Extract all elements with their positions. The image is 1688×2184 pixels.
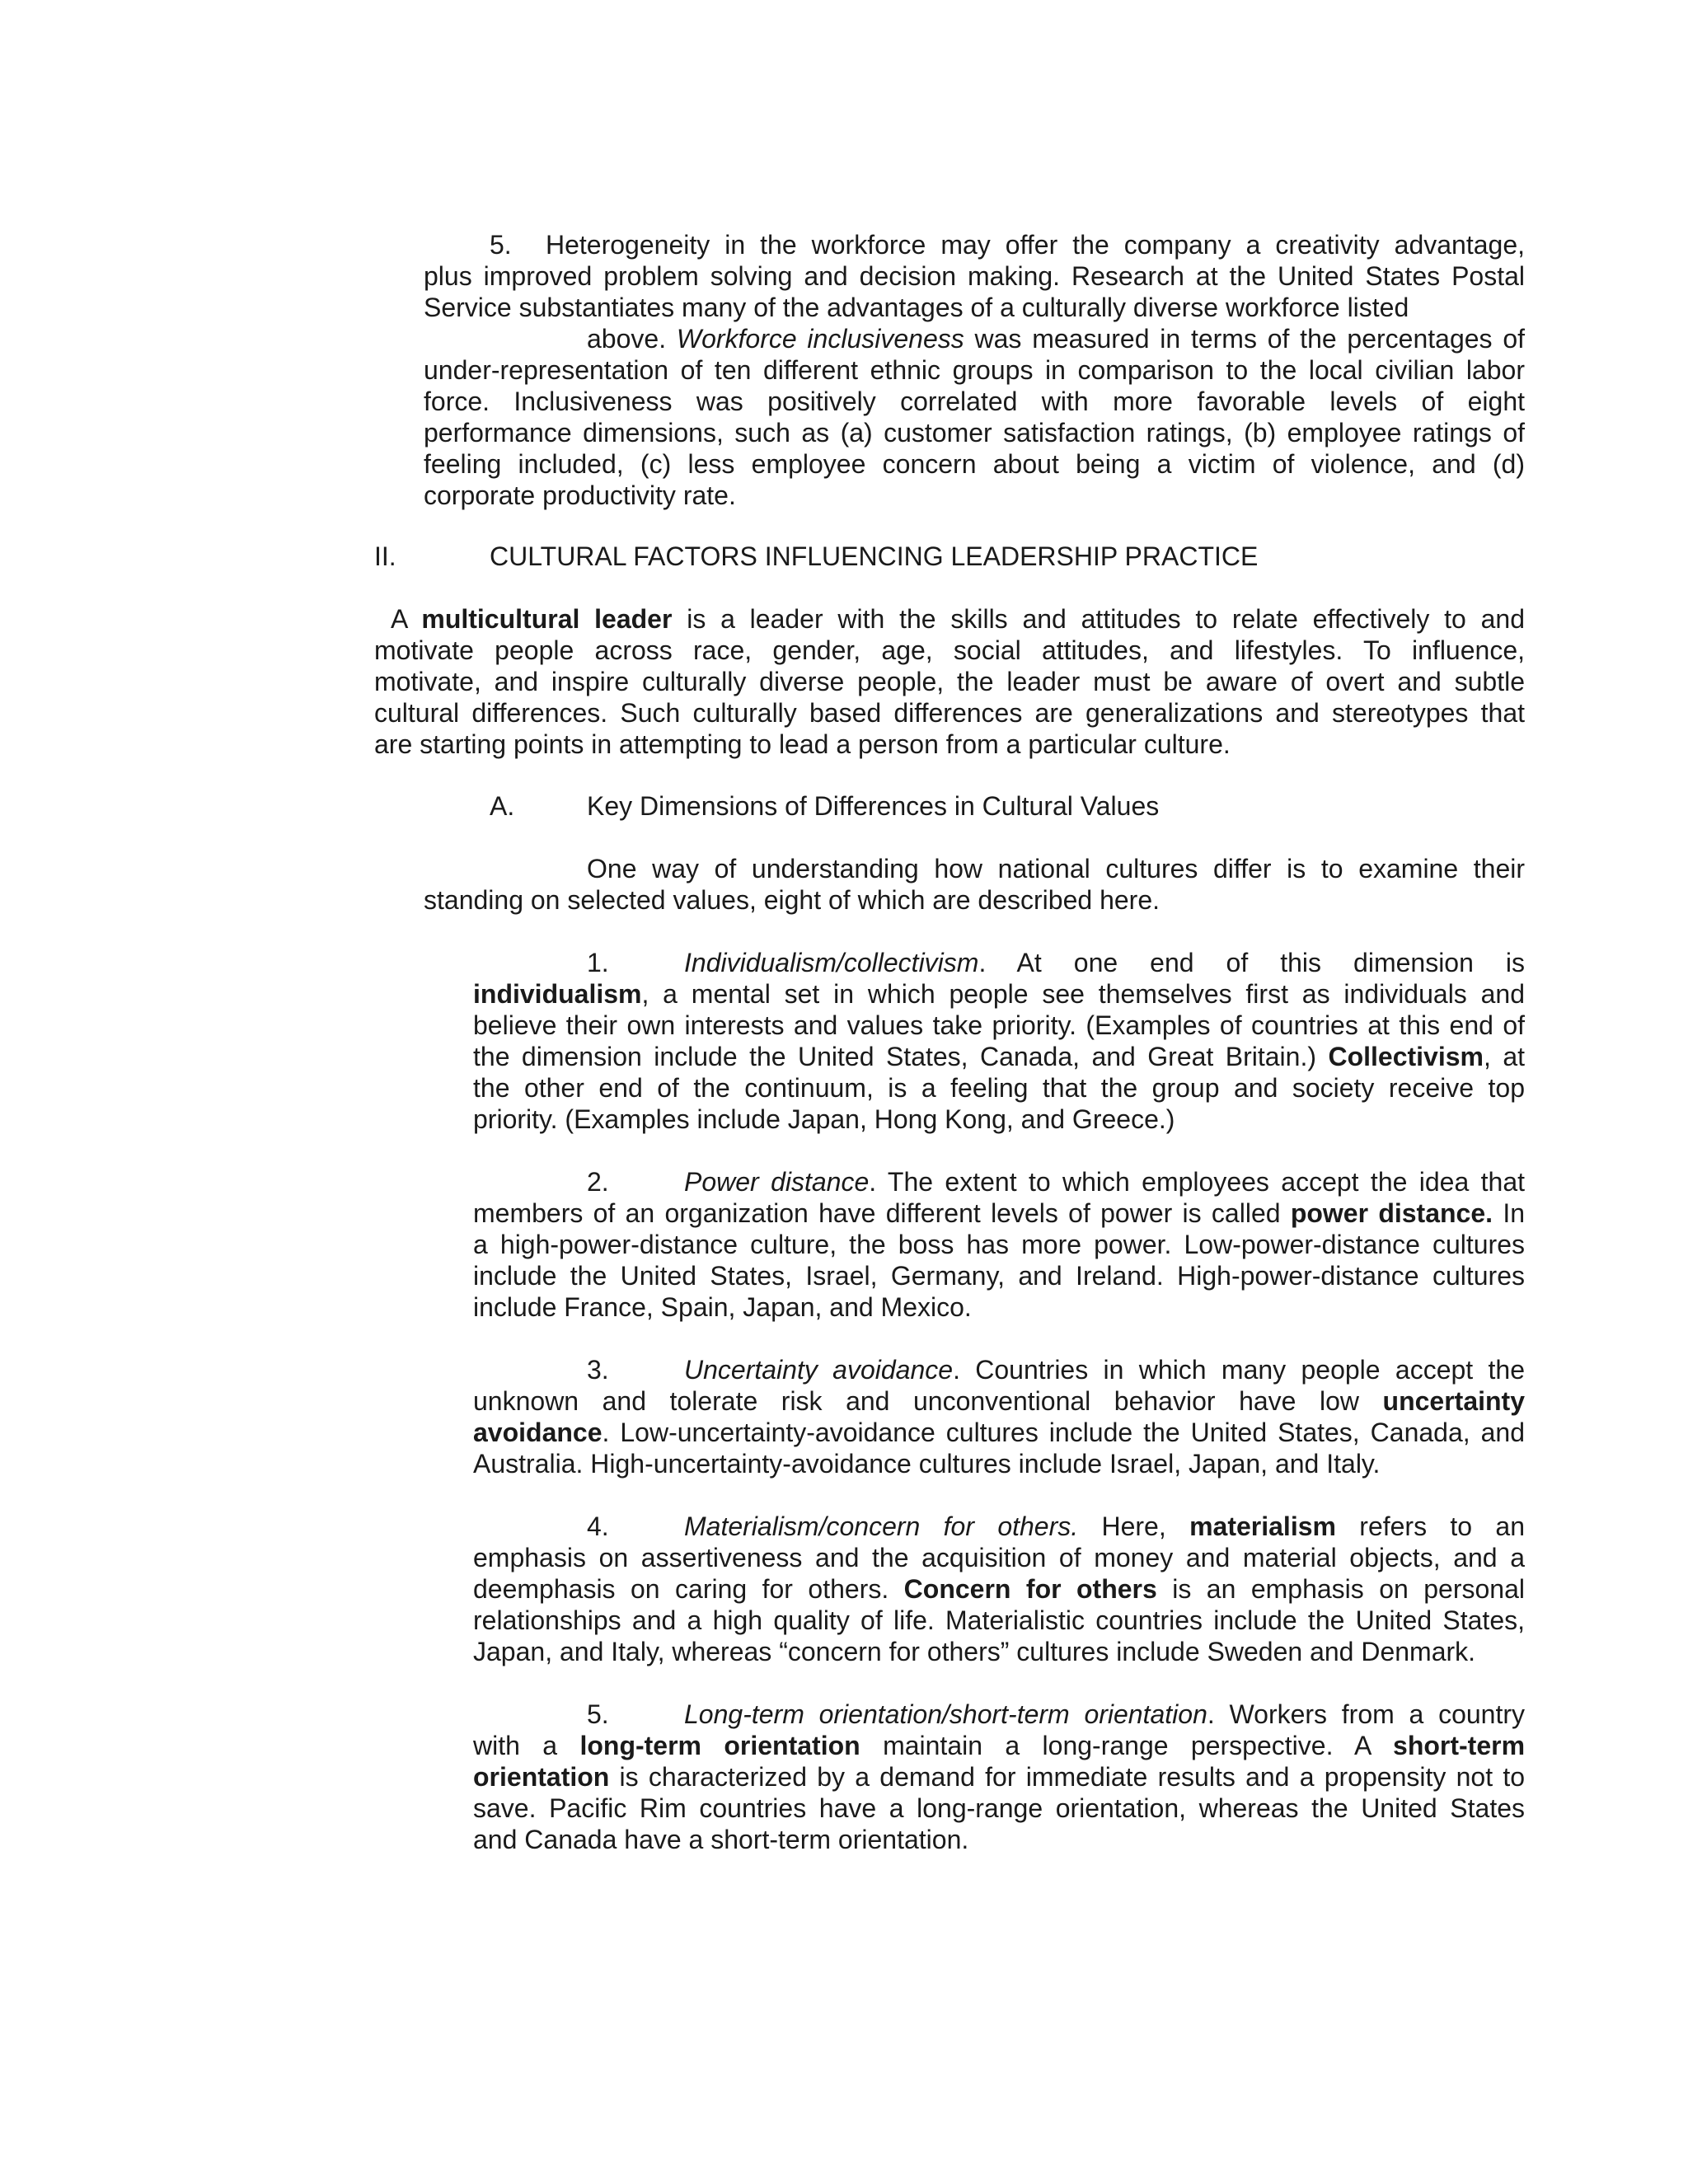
intro-item-number: 5. — [490, 230, 512, 260]
section-title: CULTURAL FACTORS INFLUENCING LEADERSHIP PRACTICE — [490, 541, 1259, 571]
subsection-title: Key Dimensions of Differences in Cultural Values — [587, 791, 1160, 821]
list-item-materialism: 4. Materialism/concern for others. Here, materialism refers to an emphasis on assertiveness and the acquisition of money and material objects, and a deemphasis on caring for others. Concern for others is an emphasis on personal relationships and a high quality of life. Materialistic countries include the United States, Japan, and Italy, whereas “concern for others” cultures include Sweden and Denmark. — [473, 1511, 1526, 1666]
list-item-individualism: 1. Individualism/collectivism. At one end of this dimension is individualism, a mental set in which people see themselves first as individuals and believe their own interests and values take priority. (Examples of countries at this end of the dimension include the United States, Canada, and Great Britain.) Collectivism, at the other end of the continuum, is a feeling that the group and society receive top priority. (Examples include Japan, Hong Kong, and Greece.) — [473, 948, 1526, 1134]
multicultural-leader-term: multicultural leader — [421, 604, 673, 634]
list-item-power-distance: 2. Power distance. The extent to which employees accept the idea that members of an organization have different levels of power is called power distance. In a high-power-distance culture, the boss has more power. Low-power-distance cultures include the United States, Israel, Germany, and Ireland. High-power-distance cultures include France, Spain, Japan, and Mexico. — [473, 1167, 1526, 1322]
intro-line-1: 5. Heterogeneity in the workforce may offer the company a creativity advantage, — [490, 230, 1525, 260]
intro-paragraph: 5. Heterogeneity in the workforce may offer the company a creativity advantage, plus improved problem solving and decision making. Research at the United States Postal Service substantiates many of the advantages of a culturally diverse workforce listed above. Workforce inclusiveness was measured in terms of the percentages of under-representation of ten different ethnic groups in comparison to the local civilian labor force. Inclusiveness was positively correlated with more favorable levels of eight performance dimensions, such as (a) customer satisfaction ratings, (b) employee ratings of feeling included, (c) less employee concern about being a victim of violence, and (d) corporate productivity rate. — [424, 230, 1526, 510]
list-item-uncertainty-avoidance: 3. Uncertainty avoidance. Countries in which many people accept the unknown and tolerate risk and unconventional behavior have low uncertainty avoidance. Low-uncertainty-avoidance cultures include the United States, Canada, and Australia. High-uncertainty-avoidance cultures include Israel, Japan, and Italy. — [473, 1355, 1526, 1479]
definition-paragraph: A multicultural leader is a leader with the skills and attitudes to relate effectively to and motivate people across race, gender, age, social attitudes, and lifestyles. To influence, motivate, and inspire culturally diverse people, the leader must be aware of overt and subtle cultural differences. Such culturally based differences are generalizations and stereotypes that are starting points in attempting to lead a person from a particular culture. — [374, 604, 1526, 759]
subsection-heading — [490, 790, 1525, 822]
section-heading — [374, 541, 1528, 572]
list-item-long-term-orientation: 5. Long-term orientation/short-term orientation. Workers from a country with a long-term orientation maintain a long-range perspective. A short-term orientation is characterized by a demand for immediate results and a propensity not to save. Pacific Rim countries have a long-range orientation, whereas the United States and Canada have a short-term orientation. — [473, 1699, 1526, 1854]
section-number: II. — [374, 541, 396, 571]
subsection-intro: One way of understanding how national cultures differ is to examine their standing on selected values, eight of which are described here. — [424, 854, 1525, 915]
subsection-letter: A. — [490, 791, 515, 821]
